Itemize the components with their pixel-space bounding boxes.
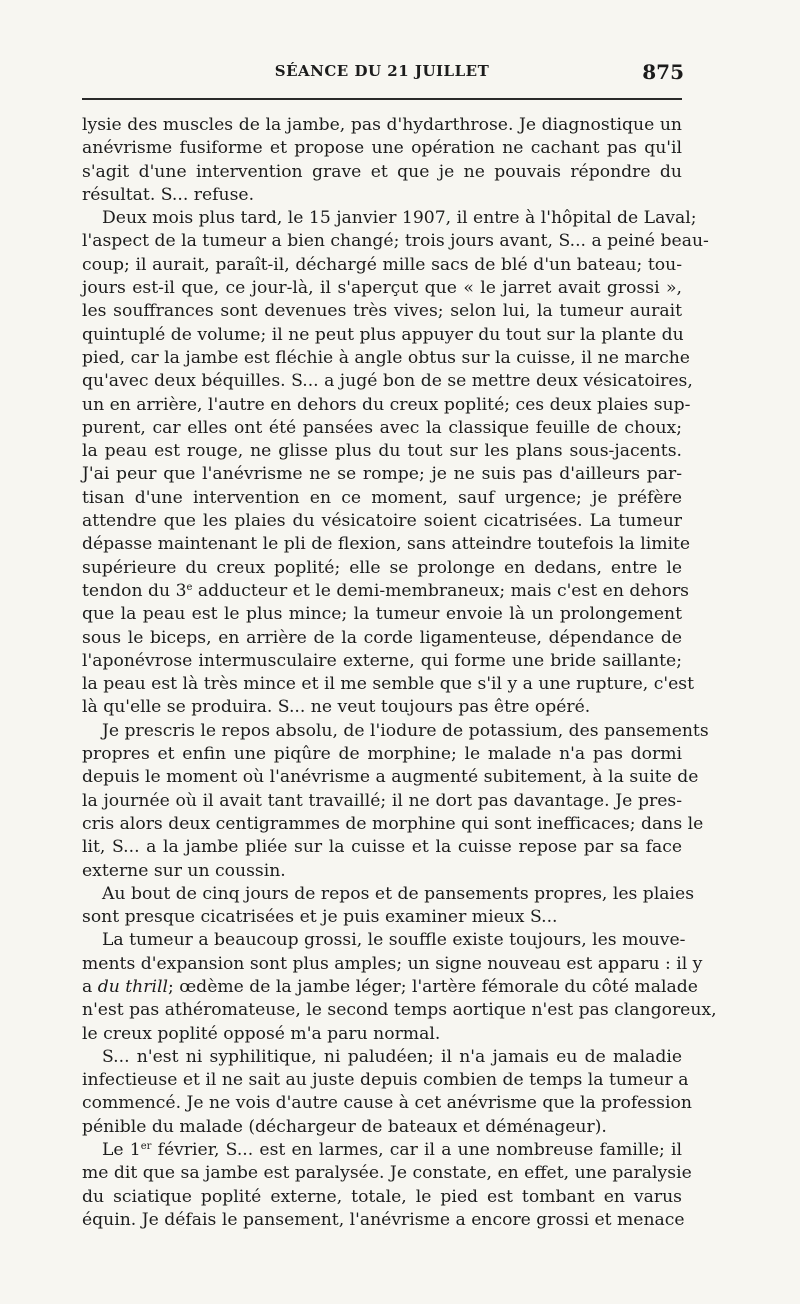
text-line: purent, car elles ont été pansées avec la classique feuille de choux; [82,417,682,438]
text-line: Je prescris le repos absolu, de l'iodure de potassium, des pansements [102,720,709,741]
text-line: dépasse maintenant le pli de flexion, sans atteindre toutefois la limite [82,534,691,555]
page-header [82,62,682,86]
text-line: la journée où il avait tant travaillé; il ne dort pas davantage. Je pres- [82,790,682,811]
text-line: externe sur un coussin. [82,860,286,881]
text-line: sous le biceps, en arrière de la corde ligamenteuse, dépendance de [82,627,682,648]
text-line: pénible du malade (déchargeur de bateaux et déménageur). [82,1116,607,1137]
text-line: pied, car la jambe est fléchie à angle obtus sur la cuisse, il ne marche [82,347,690,368]
text-line: lit, S... a la jambe pliée sur la cuisse et la cuisse repose par sa face [82,837,682,858]
text-run: a [82,976,98,997]
text-line: n'est pas athéromateuse, le second temps aortique n'est pas clangoreux, [82,1000,717,1021]
text-line: infectieuse et il ne sait au juste depuis combien de temps la tumeur a [82,1070,689,1091]
text-run: tendon du 3 [82,580,187,601]
body-text [82,114,717,1232]
text-line: l'aponévrose intermusculaire externe, qui forme une bride saillante; [82,650,682,671]
superscript: er [140,1141,152,1153]
text-line: La tumeur a beaucoup grossi, le souffle existe toujours, les mouve- [102,930,686,951]
text-line: du sciatique poplité externe, totale, le pied est tombant en varus [82,1186,682,1207]
text-line: supérieure du creux poplité; elle se prolonge en dedans, entre le [82,557,682,578]
text-line: la peau est là très mince et il me semble que s'il y a une rupture, c'est [82,674,694,695]
text-line: résultat. S... refuse. [82,184,255,205]
text-line: là qu'elle se produira. S... ne veut toujours pas être opéré. [82,697,591,718]
text-line: propres et enfin une piqûre de morphine; le malade n'a pas dormi [82,744,682,765]
text-run: Le 1 [102,1140,141,1161]
text-line: qu'avec deux béquilles. S... a jugé bon de se mettre deux vésicatoires, [82,371,693,392]
text-line: lysie des muscles de la jambe, pas d'hydarthrose. Je diagnostique un [82,115,682,135]
text-line: la peau est rouge, ne glisse plus du tout sur les plans sous-jacents. [82,441,682,462]
text-line: coup; il aurait, paraît-il, déchargé mille sacs de blé d'un bateau; tou- [82,254,682,275]
text-line: quintuplé de volume; il ne peut plus appuyer du tout sur la plante du [82,324,684,345]
text-line: ments d'expansion sont plus amples; un signe nouveau est apparu : il y [82,953,703,974]
text-line: les souffrances sont devenues très vives; selon lui, la tumeur aurait [82,301,682,322]
text-line: Au bout de cinq jours de repos et de pansements propres, les plaies [102,883,695,904]
text-line: Deux mois plus tard, le 15 janvier 1907, il entre à l'hôpital de Laval; [102,208,697,229]
text-run: ; œdème de la jambe léger; l'artère fémorale du côté malade [167,976,698,997]
text-line: un en arrière, l'autre en dehors du creux poplité; ces deux plaies sup- [82,394,691,415]
text-line [82,976,698,999]
text-line: J'ai peur que l'anévrisme ne se rompe; je ne suis pas d'ailleurs par- [82,464,682,485]
text-line: s'agit d'une intervention grave et que je ne pouvais répondre du [82,161,682,182]
text-run: février, S... est en larmes, car il a une nombreuse famille; il [151,1140,683,1161]
text-line: équin. Je défais le pansement, l'anévrisme a encore grossi et menace [82,1209,685,1230]
text-line: cris alors deux centigrammes de morphine qui sont inefficaces; dans le [82,813,704,834]
text-line [82,580,689,603]
text-line: commencé. Je ne vois d'autre cause à cet anévrisme que la profession [82,1093,692,1114]
running-title: SÉANCE DU 21 JUILLET [274,62,490,80]
italic-term: du thrill [97,976,168,997]
text-line: anévrisme fusiforme et propose une opération ne cachant pas qu'il [82,138,682,159]
text-line: sont presque cicatrisées et je puis examiner mieux S... [82,907,558,928]
text-line: jours est-il que, ce jour-là, il s'aperçut que « le jarret avait grossi », [82,278,682,299]
header-rule [82,98,682,100]
text-line: attendre que les plaies du vésicatoire soient cicatrisées. La tumeur [82,511,682,532]
text-line: tisan d'une intervention en ce moment, sauf urgence; je préfère [82,487,682,508]
text-line: l'aspect de la tumeur a bien changé; trois jours avant, S... a peiné beau- [82,231,709,252]
text-line: le creux poplité opposé m'a paru normal. [82,1023,441,1044]
page-number: 875 [642,60,684,84]
text-line: depuis le moment où l'anévrisme a augmenté subitement, à la suite de [82,767,699,788]
text-run: adducteur et le demi-membraneux; mais c'est en dehors [192,580,689,601]
text-line: que la peau est le plus mince; la tumeur envoie là un prolongement [82,604,682,625]
text-line [82,1139,682,1162]
text-line: S... n'est ni syphilitique, ni paludéen; il n'a jamais eu de maladie [102,1046,682,1067]
text-line: me dit que sa jambe est paralysée. Je constate, en effet, une paralysie [82,1163,692,1184]
superscript: e [186,581,193,593]
